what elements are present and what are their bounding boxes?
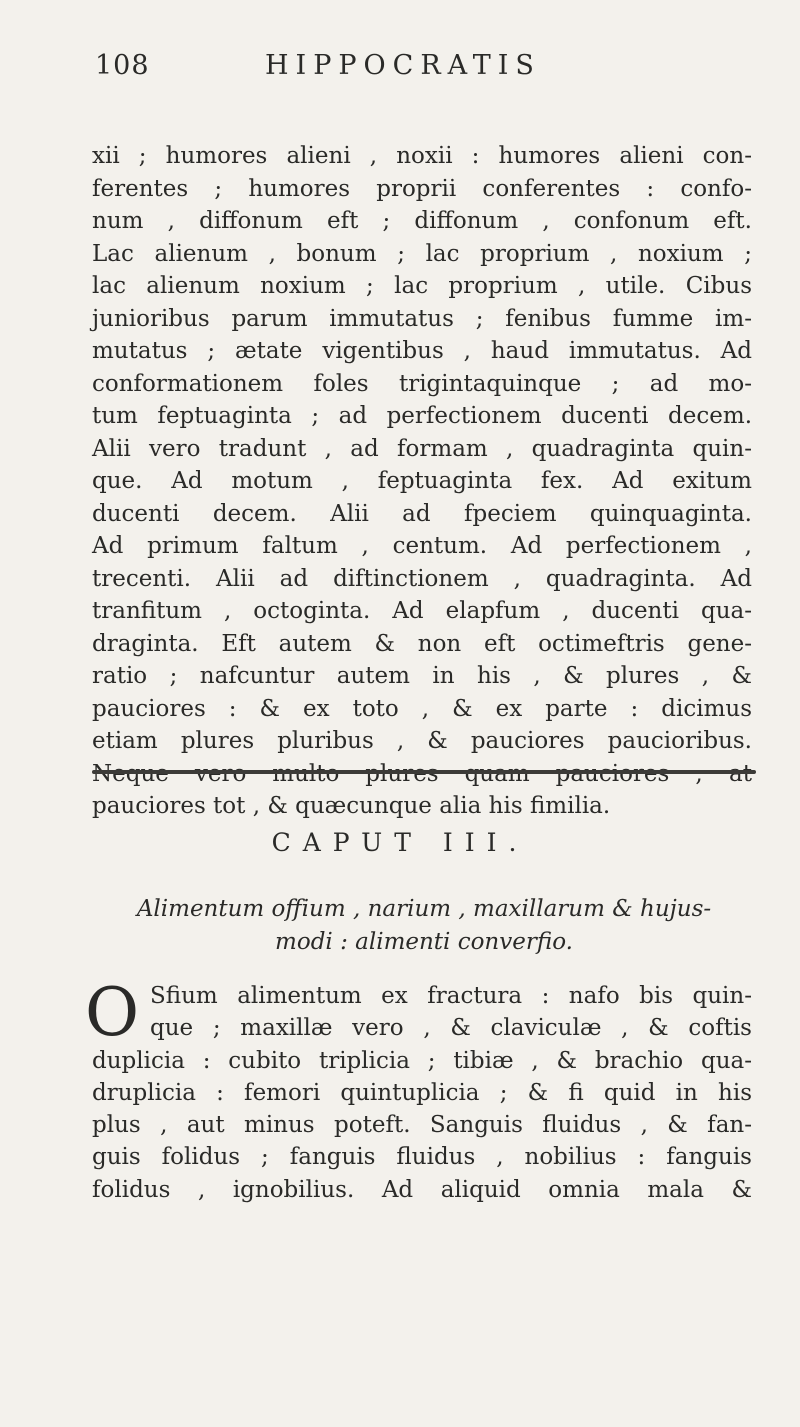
text-line: ducenti decem. Alii ad fpeciem quinquaginta. (92, 500, 752, 527)
body-paragraph (92, 140, 752, 823)
running-title: HIPPOCRATIS (265, 50, 541, 81)
text-line: pauciores tot , & quæcunque alia his fimilia. (92, 793, 611, 819)
text-line: num , diffonum eft ; diffonum , confonum eft. (92, 208, 752, 234)
text-line: Ad primum faltum , centum. Ad perfectionem , (92, 533, 752, 559)
text-line: tum feptuaginta ; ad perfectionem ducenti decem. (92, 403, 752, 429)
text-line: guis folidus ; fanguis fluidus , nobilius : fanguis (92, 1144, 752, 1171)
text-line: Alii vero tradunt , ad formam , quadraginta quin- (92, 435, 752, 462)
summary-line: modi : alimenti converfio. (275, 929, 573, 955)
chapter-summary (92, 893, 756, 959)
text-line: draginta. Eft autem & non eft octimeftris gene- (92, 630, 752, 657)
text-line: mutatus ; ætate vigentibus , haud immutatus. Ad (92, 338, 752, 364)
text-line: pauciores : & ex toto , & ex parte : dicimus (92, 695, 752, 722)
chapter-heading: CAPUT III. (271, 828, 529, 857)
running-header (95, 50, 735, 90)
text-line: que ; maxillæ vero , & claviculæ , & coftis (150, 1015, 752, 1042)
text-line: que. Ad motum , feptuaginta fex. Ad exitum (92, 468, 752, 494)
ornamental-rule (92, 770, 756, 774)
summary-line: Alimentum offium , narium , maxillarum & hujus- (136, 896, 712, 922)
text-line: plus , aut minus poteft. Sanguis fluidus , & fan- (92, 1112, 752, 1139)
text-line: trecenti. Alii ad diftinctionem , quadraginta. Ad (92, 565, 752, 592)
drop-cap: O (85, 974, 140, 1051)
text-line: conformationem foles trigintaquinque ; ad mo- (92, 370, 752, 397)
text-line: tranfitum , octoginta. Ad elapfum , ducenti qua- (92, 598, 752, 624)
text-line: etiam plures pluribus , & pauciores paucioribus. (92, 728, 752, 754)
text-line: Sfium alimentum ex fractura : nafo bis quin- (150, 983, 752, 1009)
text-line: druplicia : femori quintuplicia ; & fi quid in his (92, 1079, 752, 1106)
text-line: folidus , ignobilius. Ad aliquid omnia mala & (92, 1176, 752, 1203)
text-line: duplicia : cubito triplicia ; tibiæ , & brachio qua- (92, 1047, 752, 1074)
text-line: ratio ; nafcuntur autem in his , & plures , & (92, 663, 752, 689)
page-number: 108 (95, 50, 150, 81)
text-line: lac alienum noxium ; lac proprium , utile. Cibus (92, 273, 752, 299)
text-line: Lac alienum , bonum ; lac proprium , noxium ; (92, 240, 752, 267)
text-line: junioribus parum immutatus ; fenibus fumme im- (92, 305, 752, 332)
chapter-paragraph (92, 980, 752, 1206)
text-line: xii ; humores alieni , noxii : humores alieni con- (92, 143, 752, 169)
text-line: ferentes ; humores proprii conferentes : confo- (92, 175, 752, 202)
